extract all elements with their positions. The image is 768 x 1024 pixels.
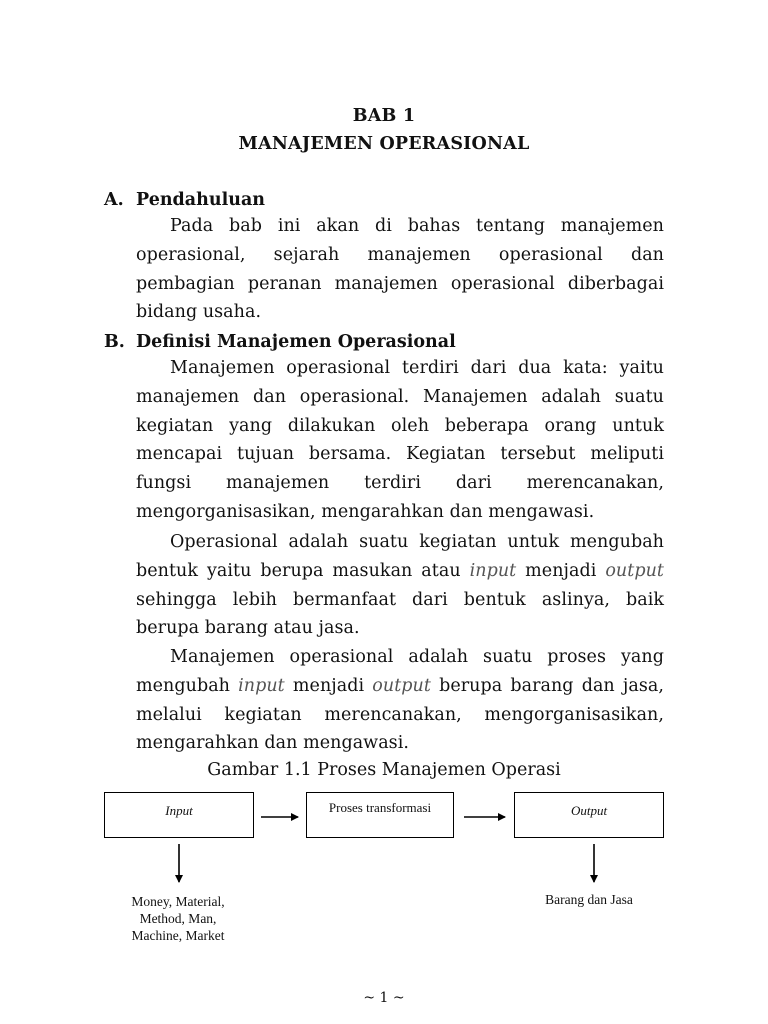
para-b3-text-3: berupa barang dan jasa, melalui kegiatan merencanakan, mengorganisasikan, mengarahkan dan mengawasi. — [136, 675, 664, 754]
input-box-label: Input — [165, 803, 193, 818]
section-b-paragraph-1: Manajemen operasional terdiri dari dua kata: yaitu manajemen dan operasional. Manajemen adalah suatu kegiatan yang dilakukan oleh beberapa orang untuk mencapai tujuan bersama. Kegiatan tersebut meliputi fungsi manajemen terdiri dari merencanakan, mengorganisasikan, mengarahkan dan mengawasi. — [136, 358, 664, 522]
section-a-title: Pendahuluan — [136, 190, 266, 210]
output-result-label — [514, 891, 664, 908]
input-item-1: Money, Material, — [131, 894, 225, 909]
figure-caption: Gambar 1.1 Proses Manajemen Operasi — [207, 760, 561, 780]
section-a-letter: A. — [104, 190, 124, 210]
section-a-paragraph: Pada bab ini akan di bahas tentang manajemen operasional, sejarah manajemen operasional dan pembagian peranan manajemen operasional diberbagai bidang usaha. — [136, 216, 664, 323]
process-box-label: Proses transformasi — [328, 800, 432, 815]
para-b3-text-1: Manajemen operasional adalah suatu proses yang mengubah — [136, 647, 664, 696]
section-b-paragraph-2 — [136, 528, 664, 643]
page-number: ~ 1 ~ — [363, 990, 405, 1006]
para-b2-input-term: input — [469, 560, 517, 581]
input-item-2: Method, Man, — [139, 911, 217, 926]
para-b3-output-term: output — [372, 675, 431, 696]
input-item-3: Machine, Market — [131, 928, 225, 943]
para-b3-input-term: input — [238, 675, 285, 696]
section-a-heading — [104, 190, 265, 210]
process-diagram — [0, 780, 768, 960]
para-b2-output-term: output — [605, 560, 664, 581]
para-b2-text-2: menjadi — [516, 560, 606, 581]
section-b-paragraph-3 — [136, 643, 664, 758]
output-item-1: Barang dan Jasa — [545, 892, 633, 907]
para-b2-text-1: Operasional adalah suatu kegiatan untuk mengubah bentuk yaitu berupa masukan atau — [136, 532, 664, 581]
section-b-heading — [104, 332, 456, 352]
para-b3-text-2: menjadi — [284, 675, 373, 696]
input-resources-label — [104, 893, 252, 944]
output-box-label: Output — [570, 803, 608, 818]
para-b2-text-3: sehingga lebih bermanfaat dari bentuk aslinya, baik berupa barang atau jasa. — [136, 589, 664, 639]
chapter-title: MANAJEMEN OPERASIONAL — [238, 134, 530, 154]
chapter-number: BAB 1 — [352, 106, 416, 126]
section-b-title: Definisi Manajemen Operasional — [136, 332, 456, 352]
section-b-letter: B. — [104, 332, 125, 352]
